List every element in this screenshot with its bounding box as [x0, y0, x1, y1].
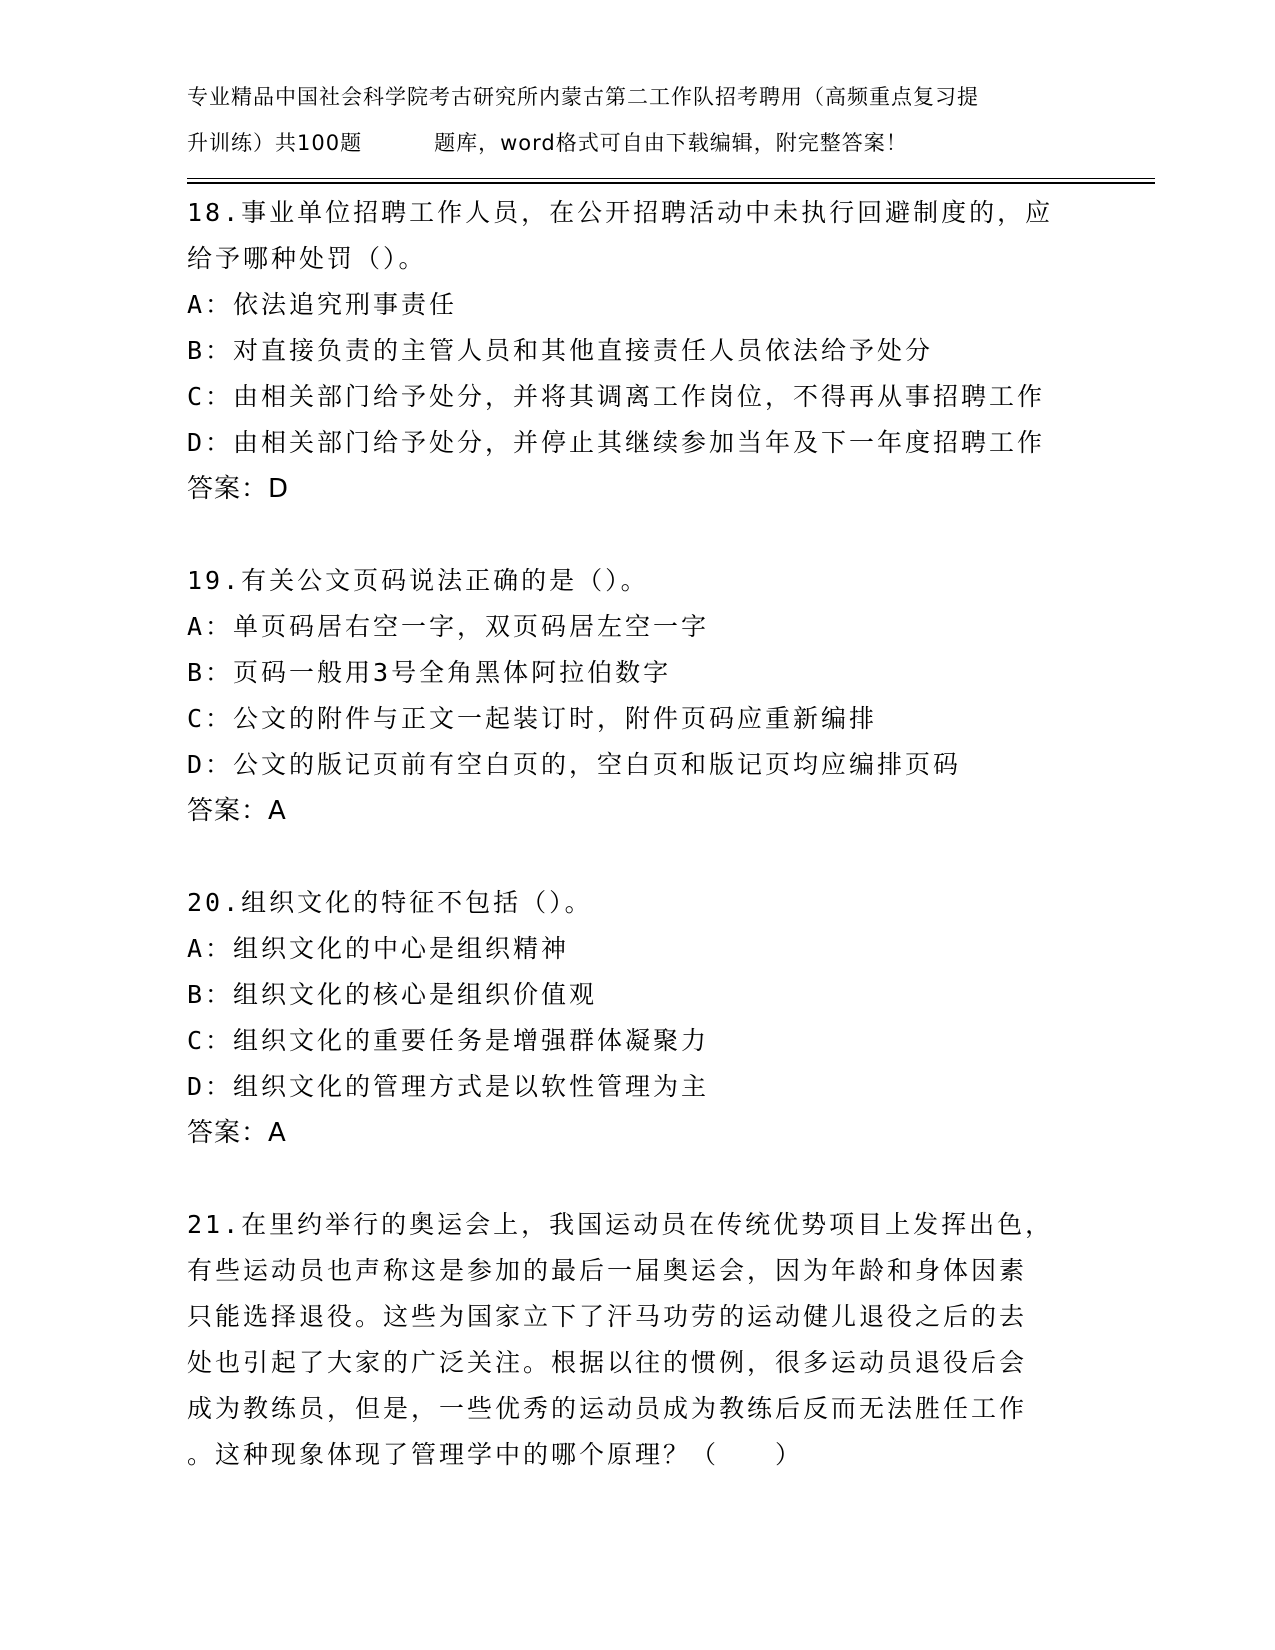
question-stem-line: 处也引起了大家的广泛关注。根据以往的惯例，很多运动员退役后会	[187, 1348, 1028, 1377]
question-20	[187, 880, 1087, 1156]
option-b: B：对直接负责的主管人员和其他直接责任人员依法给予处分	[187, 336, 934, 365]
option-b: B：组织文化的核心是组织价值观	[187, 980, 598, 1009]
question-stem-line: 成为教练员，但是，一些优秀的运动员成为教练后反而无法胜任工作	[187, 1394, 1028, 1423]
answer-label: 答案：A	[187, 796, 287, 826]
question-stem-line: 给予哪种处罚（）。	[187, 244, 427, 273]
answer-label: 答案：D	[187, 474, 290, 504]
option-a: A：单页码居右空一字，双页码居左空一字	[187, 612, 710, 641]
question-stem-line: 18.事业单位招聘工作人员，在公开招聘活动中未执行回避制度的，应	[187, 198, 1054, 227]
question-19	[187, 558, 1087, 834]
answer-label: 答案：A	[187, 1118, 287, 1148]
header-line-2-part-a: 升训练）共100题	[187, 131, 363, 155]
option-c: C：由相关部门给予处分，并将其调离工作岗位，不得再从事招聘工作	[187, 382, 1046, 411]
question-18	[187, 190, 1087, 512]
question-stem-line: 。这种现象体现了管理学中的哪个原理？（ ）	[187, 1440, 804, 1469]
header-rule-thin	[187, 178, 1155, 179]
option-b: B：页码一般用3号全角黑体阿拉伯数字	[187, 658, 672, 687]
question-list	[187, 190, 1087, 1524]
question-stem-line: 20.组织文化的特征不包括（）。	[187, 888, 593, 917]
header-rule-thick	[187, 182, 1155, 184]
question-stem-line: 只能选择退役。这些为国家立下了汗马功劳的运动健儿退役之后的去	[187, 1302, 1028, 1331]
question-stem-line: 21.在里约举行的奥运会上，我国运动员在传统优势项目上发挥出色，	[187, 1210, 1054, 1239]
question-21	[187, 1202, 1087, 1478]
header-line-2	[187, 120, 1087, 166]
option-d: D：组织文化的管理方式是以软性管理为主	[187, 1072, 710, 1101]
option-d: D：由相关部门给予处分，并停止其继续参加当年及下一年度招聘工作	[187, 428, 1046, 457]
question-stem-line: 有些运动员也声称这是参加的最后一届奥运会，因为年龄和身体因素	[187, 1256, 1028, 1285]
option-a: A：组织文化的中心是组织精神	[187, 934, 570, 963]
header-line-1: 专业精品中国社会科学院考古研究所内蒙古第二工作队招考聘用（高频重点复习提	[187, 85, 979, 109]
option-d: D：公文的版记页前有空白页的，空白页和版记页均应编排页码	[187, 750, 962, 779]
question-stem-line: 19.有关公文页码说法正确的是（）。	[187, 566, 649, 595]
option-c: C：公文的附件与正文一起装订时，附件页码应重新编排	[187, 704, 878, 733]
option-a: A：依法追究刑事责任	[187, 290, 458, 319]
page-header	[187, 74, 1087, 166]
option-c: C：组织文化的重要任务是增强群体凝聚力	[187, 1026, 710, 1055]
header-line-2-part-b: 题库，word格式可自由下载编辑，附完整答案！	[434, 131, 908, 155]
